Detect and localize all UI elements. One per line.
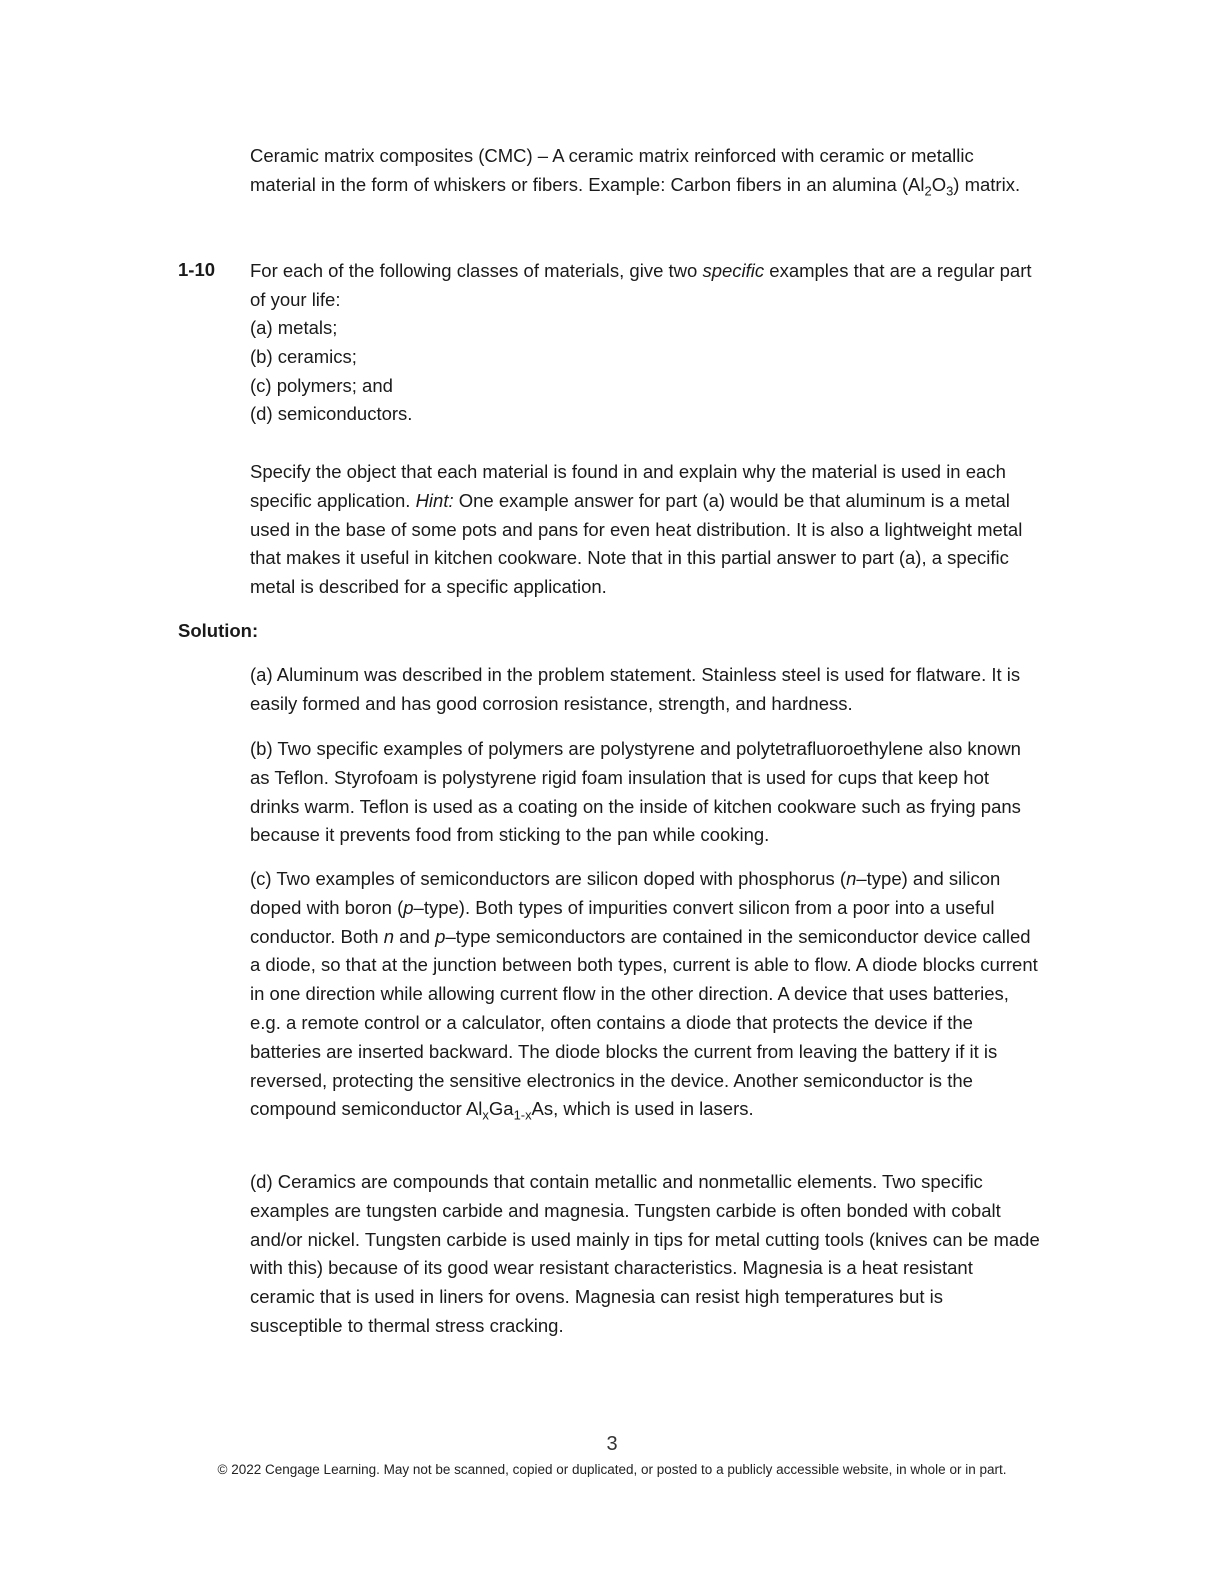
subscript: 3	[946, 183, 954, 199]
subscript: 2	[924, 183, 932, 199]
solution-part-d: (d) Ceramics are compounds that contain metallic and nonmetallic elements. Two specific examples are tungsten carbide and magnesia. Tungsten carbide is often bonded with cobalt and/or nickel. Tungsten carbide is used mainly in tips for metal cutting tools (knives can be made with this) because of its good wear resistant characteristics. Magnesia is a heat resistant ceramic that is used in liners for ovens. Magnesia can resist high temperatures but is susceptible to thermal stress cracking.	[250, 1171, 1040, 1336]
problem-intro	[250, 257, 1040, 315]
list-item: (b) ceramics;	[250, 345, 357, 367]
emphasis: specific	[702, 260, 765, 281]
problem-items	[250, 314, 1040, 429]
list-item: (a) metals;	[250, 317, 338, 338]
emphasis: p	[435, 925, 446, 947]
emphasis: n	[846, 868, 857, 889]
c-text: –type) and silicon doped with boron (	[250, 868, 1001, 918]
cmc-text: Ceramic matrix composites (CMC) – A ceramic matrix reinforced with ceramic or metallic material in the form of whiskers or fibers. Example: Carbon fibers in an alumina (Al	[250, 145, 974, 195]
solution-part-a: (a) Aluminum was described in the problem statement. Stainless steel is used for flatware. It is easily formed and has good corrosion resistance, strength, and hardness.	[250, 664, 1021, 714]
spec-text: Specify the object that each material is found in and explain why the material is used in each specific application.	[250, 461, 1006, 511]
c-text: (c) Two examples of semiconductors are silicon doped with phosphorus (	[250, 868, 847, 889]
solution-part-c	[250, 865, 1040, 1124]
c-text: –type semiconductors are contained in the semiconductor device called a diode, so that at the junction between both types, current is able to flow. A diode blocks current in one direction while allowing current flow in the other direction. A device that uses batteries, e.g. a remote control or a calculator, often contains a diode that protects the device if the batteries are inserted backward. The diode blocks the current from leaving the battery if it is reversed, protecting the sensitive electronics in the device. Another semiconductor is the compound semiconductor Al	[250, 925, 1038, 1120]
spec-text: One example answer for part (a) would be that aluminum is a metal used in the base of some pots and pans for even heat distribution. It is also a lightweight metal that makes it useful in kitchen cookware. Note that in this partial answer to part (a), a specific metal is described for a specific application.	[250, 489, 1023, 598]
cmc-text: ) matrix.	[953, 173, 1021, 195]
c-text: As, which is used in lasers.	[531, 1098, 754, 1120]
list-item: (c) polymers; and	[250, 374, 393, 396]
c-text: Ga	[488, 1098, 514, 1120]
emphasis: n	[383, 925, 394, 947]
cmc-paragraph	[250, 142, 1040, 200]
problem-number: 1-10	[178, 259, 216, 280]
emphasis: p	[403, 896, 414, 918]
hint-label: Hint:	[415, 489, 454, 511]
problem-intro-text: examples that are a regular part of your life:	[250, 260, 1032, 310]
c-text: and	[394, 925, 436, 947]
subscript: 1-x	[513, 1108, 532, 1124]
problem-intro-text: For each of the following classes of materials, give two	[250, 260, 703, 281]
copyright-footer: © 2022 Cengage Learning. May not be scanned, copied or duplicated, or posted to a publicly accessible website, in whole or in part.	[217, 1462, 1007, 1477]
solution-part-b: (b) Two specific examples of polymers are polystyrene and polytetrafluoroethylene also known as Teflon. Styrofoam is polystyrene rigid foam insulation that is used for cups that keep hot drinks warm. Teflon is used as a coating on the inside of kitchen cookware such as frying pans because it prevents food from sticking to the pan while cooking.	[250, 738, 1021, 846]
solution-heading: Solution:	[178, 620, 259, 641]
cmc-text: O	[931, 173, 947, 195]
c-text: –type). Both types of impurities convert silicon from a poor into a useful conductor. Both	[250, 896, 995, 947]
page-number: 3	[606, 1433, 618, 1455]
subscript: x	[482, 1108, 489, 1124]
problem-specification	[250, 458, 1040, 602]
list-item: (d) semiconductors.	[250, 403, 413, 425]
